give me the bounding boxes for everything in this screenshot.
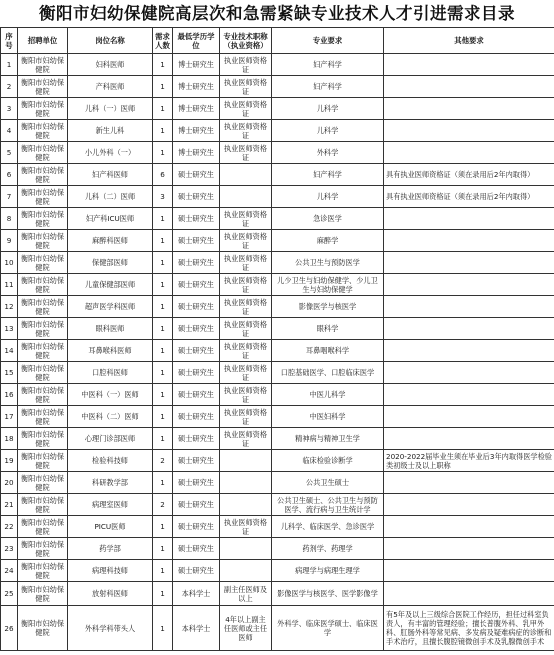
- table-row: [1, 340, 554, 362]
- cell-unit: 衡阳市妇幼保健院: [18, 362, 68, 384]
- cell-seq: 5: [1, 142, 18, 164]
- cell-major: 麻醉学: [272, 230, 384, 252]
- cell-major: 中医妇科学: [272, 406, 384, 428]
- table-row: [1, 494, 554, 516]
- cell-qual: 执业医师资格证: [220, 142, 272, 164]
- cell-unit: 衡阳市妇幼保健院: [18, 98, 68, 120]
- cell-major: 妇产科学: [272, 76, 384, 98]
- cell-seq: 24: [1, 560, 18, 582]
- cell-major: 儿科学: [272, 186, 384, 208]
- cell-qual: 4年以上副主任医师或主任医师: [220, 606, 272, 651]
- cell-unit: 衡阳市妇幼保健院: [18, 164, 68, 186]
- cell-qual: 执业医师资格证: [220, 230, 272, 252]
- cell-unit: 衡阳市妇幼保健院: [18, 340, 68, 362]
- cell-post: PICU医师: [68, 516, 153, 538]
- cell-qual: [220, 538, 272, 560]
- cell-seq: 21: [1, 494, 18, 516]
- cell-qual: [220, 164, 272, 186]
- cell-major: 儿科学、临床医学、急诊医学: [272, 516, 384, 538]
- table-row: [1, 186, 554, 208]
- cell-seq: 17: [1, 406, 18, 428]
- cell-edu: 硕士研究生: [173, 164, 220, 186]
- cell-count: 1: [153, 120, 173, 142]
- cell-edu: 博士研究生: [173, 142, 220, 164]
- cell-edu: 硕士研究生: [173, 516, 220, 538]
- cell-post: 超声医学科医师: [68, 296, 153, 318]
- cell-qual: [220, 450, 272, 472]
- cell-major: 公共卫生与预防医学: [272, 252, 384, 274]
- table-row: [1, 472, 554, 494]
- cell-unit: 衡阳市妇幼保健院: [18, 296, 68, 318]
- cell-unit: 衡阳市妇幼保健院: [18, 428, 68, 450]
- cell-qual: 副主任医师及以上: [220, 582, 272, 606]
- cell-edu: 博士研究生: [173, 120, 220, 142]
- table-row: [1, 560, 554, 582]
- cell-post: 中医科（二）医师: [68, 406, 153, 428]
- cell-other: [384, 274, 554, 296]
- cell-other: [384, 252, 554, 274]
- cell-other: 具有执业医师资格证（须在录用后2年内取得）: [384, 164, 554, 186]
- cell-qual: [220, 494, 272, 516]
- cell-post: 外科学科带头人: [68, 606, 153, 651]
- cell-count: 1: [153, 362, 173, 384]
- cell-unit: 衡阳市妇幼保健院: [18, 538, 68, 560]
- header-seq: 序号: [1, 28, 18, 54]
- cell-unit: 衡阳市妇幼保健院: [18, 208, 68, 230]
- cell-other: [384, 296, 554, 318]
- cell-edu: 硕士研究生: [173, 340, 220, 362]
- cell-seq: 15: [1, 362, 18, 384]
- cell-qual: 执业医师资格证: [220, 384, 272, 406]
- cell-other: [384, 98, 554, 120]
- cell-major: 公共卫生硕士、公共卫生与预防医学、流行病与卫生统计学: [272, 494, 384, 516]
- table-row: [1, 296, 554, 318]
- cell-qual: 执业医师资格证: [220, 516, 272, 538]
- cell-other: [384, 428, 554, 450]
- cell-count: 6: [153, 164, 173, 186]
- cell-edu: 硕士研究生: [173, 538, 220, 560]
- cell-major: 妇产科学: [272, 164, 384, 186]
- cell-post: 妇科医师: [68, 54, 153, 76]
- table-row: [1, 76, 554, 98]
- cell-unit: 衡阳市妇幼保健院: [18, 606, 68, 651]
- cell-edu: 本科学士: [173, 606, 220, 651]
- table-row: [1, 120, 554, 142]
- table-row: [1, 208, 554, 230]
- table-row: [1, 384, 554, 406]
- cell-qual: 执业医师资格证: [220, 296, 272, 318]
- cell-edu: 硕士研究生: [173, 296, 220, 318]
- cell-seq: 8: [1, 208, 18, 230]
- cell-qual: 执业医师资格证: [220, 208, 272, 230]
- cell-count: 1: [153, 428, 173, 450]
- cell-other: [384, 516, 554, 538]
- cell-post: 儿科（一）医师: [68, 98, 153, 120]
- cell-count: 1: [153, 406, 173, 428]
- cell-major: 病理学与病理生理学: [272, 560, 384, 582]
- table-row: [1, 252, 554, 274]
- cell-seq: 25: [1, 582, 18, 606]
- table-row: [1, 362, 554, 384]
- cell-count: 2: [153, 494, 173, 516]
- table-row: [1, 428, 554, 450]
- cell-post: 保健部医师: [68, 252, 153, 274]
- cell-qual: 执业医师资格证: [220, 428, 272, 450]
- cell-edu: 硕士研究生: [173, 384, 220, 406]
- table-row: [1, 274, 554, 296]
- cell-seq: 16: [1, 384, 18, 406]
- cell-other: [384, 406, 554, 428]
- cell-qual: 执业医师资格证: [220, 76, 272, 98]
- cell-edu: 硕士研究生: [173, 318, 220, 340]
- header-unit: 招聘单位: [18, 28, 68, 54]
- table-row: [1, 450, 554, 472]
- cell-unit: 衡阳市妇幼保健院: [18, 582, 68, 606]
- cell-qual: 执业医师资格证: [220, 406, 272, 428]
- cell-unit: 衡阳市妇幼保健院: [18, 406, 68, 428]
- cell-edu: 硕士研究生: [173, 494, 220, 516]
- cell-seq: 14: [1, 340, 18, 362]
- cell-seq: 2: [1, 76, 18, 98]
- cell-unit: 衡阳市妇幼保健院: [18, 120, 68, 142]
- cell-seq: 19: [1, 450, 18, 472]
- cell-major: 口腔基础医学、口腔临床医学: [272, 362, 384, 384]
- requirements-table: [0, 27, 554, 651]
- cell-seq: 20: [1, 472, 18, 494]
- cell-edu: 硕士研究生: [173, 208, 220, 230]
- cell-seq: 4: [1, 120, 18, 142]
- cell-other: [384, 76, 554, 98]
- cell-major: 影像医学与核医学: [272, 296, 384, 318]
- cell-seq: 11: [1, 274, 18, 296]
- cell-unit: 衡阳市妇幼保健院: [18, 384, 68, 406]
- cell-other: [384, 538, 554, 560]
- cell-major: 外科学: [272, 142, 384, 164]
- cell-post: 儿童保健部医师: [68, 274, 153, 296]
- cell-major: 精神病与精神卫生学: [272, 428, 384, 450]
- cell-other: [384, 560, 554, 582]
- cell-unit: 衡阳市妇幼保健院: [18, 186, 68, 208]
- table-body: [1, 54, 554, 651]
- table-row: [1, 516, 554, 538]
- cell-post: 眼科医师: [68, 318, 153, 340]
- cell-edu: 本科学士: [173, 582, 220, 606]
- cell-major: 中医儿科学: [272, 384, 384, 406]
- cell-other: 2020-2022届毕业生须在毕业后3年内取得医学检验类初级士及以上职称: [384, 450, 554, 472]
- cell-post: 耳鼻喉科医师: [68, 340, 153, 362]
- cell-count: 1: [153, 54, 173, 76]
- cell-edu: 硕士研究生: [173, 252, 220, 274]
- cell-seq: 26: [1, 606, 18, 651]
- cell-count: 1: [153, 318, 173, 340]
- cell-other: [384, 340, 554, 362]
- cell-major: 儿少卫生与妇幼保健学、少儿卫生与妇幼保健学: [272, 274, 384, 296]
- cell-seq: 22: [1, 516, 18, 538]
- table-row: [1, 406, 554, 428]
- cell-seq: 18: [1, 428, 18, 450]
- cell-post: 产科医师: [68, 76, 153, 98]
- cell-edu: 硕士研究生: [173, 186, 220, 208]
- table-row: [1, 582, 554, 606]
- cell-count: 1: [153, 98, 173, 120]
- cell-post: 儿科（二）医师: [68, 186, 153, 208]
- cell-post: 新生儿科: [68, 120, 153, 142]
- cell-edu: 硕士研究生: [173, 472, 220, 494]
- cell-count: 2: [153, 450, 173, 472]
- cell-post: 妇产科医师: [68, 164, 153, 186]
- cell-qual: 执业医师资格证: [220, 120, 272, 142]
- cell-edu: 博士研究生: [173, 54, 220, 76]
- cell-qual: [220, 472, 272, 494]
- cell-seq: 10: [1, 252, 18, 274]
- cell-other: [384, 384, 554, 406]
- cell-major: 公共卫生硕士: [272, 472, 384, 494]
- cell-count: 3: [153, 186, 173, 208]
- cell-major: 影像医学与核医学、医学影像学: [272, 582, 384, 606]
- cell-post: 口腔科医师: [68, 362, 153, 384]
- cell-edu: 博士研究生: [173, 76, 220, 98]
- cell-unit: 衡阳市妇幼保健院: [18, 472, 68, 494]
- cell-unit: 衡阳市妇幼保健院: [18, 230, 68, 252]
- cell-count: 1: [153, 606, 173, 651]
- header-other: 其他要求: [384, 28, 554, 54]
- cell-count: 1: [153, 340, 173, 362]
- cell-unit: 衡阳市妇幼保健院: [18, 516, 68, 538]
- cell-seq: 9: [1, 230, 18, 252]
- cell-count: 1: [153, 208, 173, 230]
- cell-qual: 执业医师资格证: [220, 318, 272, 340]
- cell-post: 科研教学部: [68, 472, 153, 494]
- cell-unit: 衡阳市妇幼保健院: [18, 494, 68, 516]
- cell-post: 放射科医师: [68, 582, 153, 606]
- cell-major: 眼科学: [272, 318, 384, 340]
- cell-major: 临床检验诊断学: [272, 450, 384, 472]
- cell-major: 药剂学、药理学: [272, 538, 384, 560]
- cell-count: 1: [153, 230, 173, 252]
- cell-post: 妇产科ICU医师: [68, 208, 153, 230]
- table-row: [1, 142, 554, 164]
- document-title: 衡阳市妇幼保健院高层次和急需紧缺专业技术人才引进需求目录: [39, 4, 515, 23]
- cell-post: 心理门诊部医师: [68, 428, 153, 450]
- header-post: 岗位名称: [68, 28, 153, 54]
- cell-qual: 执业医师资格证: [220, 98, 272, 120]
- cell-seq: 7: [1, 186, 18, 208]
- cell-qual: 执业医师资格证: [220, 340, 272, 362]
- cell-other: [384, 318, 554, 340]
- cell-qual: 执业医师资格证: [220, 54, 272, 76]
- table-row: [1, 606, 554, 651]
- cell-major: 儿科学: [272, 120, 384, 142]
- cell-qual: 执业医师资格证: [220, 362, 272, 384]
- cell-count: 1: [153, 296, 173, 318]
- cell-unit: 衡阳市妇幼保健院: [18, 54, 68, 76]
- cell-major: 耳鼻咽喉科学: [272, 340, 384, 362]
- cell-other: [384, 582, 554, 606]
- cell-qual: 执业医师资格证: [220, 252, 272, 274]
- cell-count: 1: [153, 582, 173, 606]
- cell-unit: 衡阳市妇幼保健院: [18, 76, 68, 98]
- cell-post: 药学部: [68, 538, 153, 560]
- cell-major: 外科学、临床医学硕士、临床医学: [272, 606, 384, 651]
- cell-major: 妇产科学: [272, 54, 384, 76]
- cell-count: 1: [153, 142, 173, 164]
- cell-other: 有5年及以上三级综合医院工作经历，担任过科室负责人，有丰富的管理经验；擅长普腹外科、乳甲外科、肛肠外科等常见病、多发病及疑难病症的诊断和手术治疗，且擅长腹腔镜微创手术及乳腺微创手术: [384, 606, 554, 651]
- cell-count: 1: [153, 560, 173, 582]
- cell-other: [384, 230, 554, 252]
- cell-edu: 硕士研究生: [173, 560, 220, 582]
- table-row: [1, 538, 554, 560]
- header-count: 需求人数: [153, 28, 173, 54]
- cell-other: [384, 120, 554, 142]
- table-row: [1, 54, 554, 76]
- cell-unit: 衡阳市妇幼保健院: [18, 252, 68, 274]
- cell-post: 中医科（一）医师: [68, 384, 153, 406]
- cell-count: 1: [153, 252, 173, 274]
- cell-other: [384, 208, 554, 230]
- cell-post: 麻醉科医师: [68, 230, 153, 252]
- cell-edu: 硕士研究生: [173, 230, 220, 252]
- cell-count: 1: [153, 274, 173, 296]
- header-major: 专业要求: [272, 28, 384, 54]
- cell-seq: 6: [1, 164, 18, 186]
- header-qual: 专业技术职称（执业资格）: [220, 28, 272, 54]
- cell-edu: 硕士研究生: [173, 274, 220, 296]
- header-edu: 最低学历学位: [173, 28, 220, 54]
- cell-edu: 硕士研究生: [173, 450, 220, 472]
- cell-other: [384, 54, 554, 76]
- cell-post: 病理室医师: [68, 494, 153, 516]
- cell-seq: 3: [1, 98, 18, 120]
- cell-other: [384, 494, 554, 516]
- cell-post: 小儿外科（一）: [68, 142, 153, 164]
- cell-other: 具有执业医师资格证（须在录用后2年内取得）: [384, 186, 554, 208]
- cell-count: 1: [153, 516, 173, 538]
- cell-count: 1: [153, 384, 173, 406]
- cell-other: [384, 362, 554, 384]
- cell-unit: 衡阳市妇幼保健院: [18, 450, 68, 472]
- cell-qual: [220, 186, 272, 208]
- cell-edu: 硕士研究生: [173, 406, 220, 428]
- cell-other: [384, 142, 554, 164]
- table-row: [1, 98, 554, 120]
- cell-unit: 衡阳市妇幼保健院: [18, 318, 68, 340]
- cell-seq: 13: [1, 318, 18, 340]
- cell-other: [384, 472, 554, 494]
- cell-post: 检验科技师: [68, 450, 153, 472]
- cell-seq: 1: [1, 54, 18, 76]
- cell-qual: 执业医师资格证: [220, 274, 272, 296]
- cell-edu: 博士研究生: [173, 98, 220, 120]
- cell-unit: 衡阳市妇幼保健院: [18, 560, 68, 582]
- table-header-row: [1, 28, 554, 54]
- cell-count: 1: [153, 538, 173, 560]
- table-row: [1, 164, 554, 186]
- cell-qual: [220, 560, 272, 582]
- cell-unit: 衡阳市妇幼保健院: [18, 274, 68, 296]
- table-row: [1, 318, 554, 340]
- cell-post: 病理科技师: [68, 560, 153, 582]
- cell-major: 急诊医学: [272, 208, 384, 230]
- cell-unit: 衡阳市妇幼保健院: [18, 142, 68, 164]
- cell-count: 1: [153, 76, 173, 98]
- cell-seq: 23: [1, 538, 18, 560]
- cell-count: 1: [153, 472, 173, 494]
- table-row: [1, 230, 554, 252]
- cell-seq: 12: [1, 296, 18, 318]
- cell-major: 儿科学: [272, 98, 384, 120]
- cell-edu: 硕士研究生: [173, 362, 220, 384]
- cell-edu: 硕士研究生: [173, 428, 220, 450]
